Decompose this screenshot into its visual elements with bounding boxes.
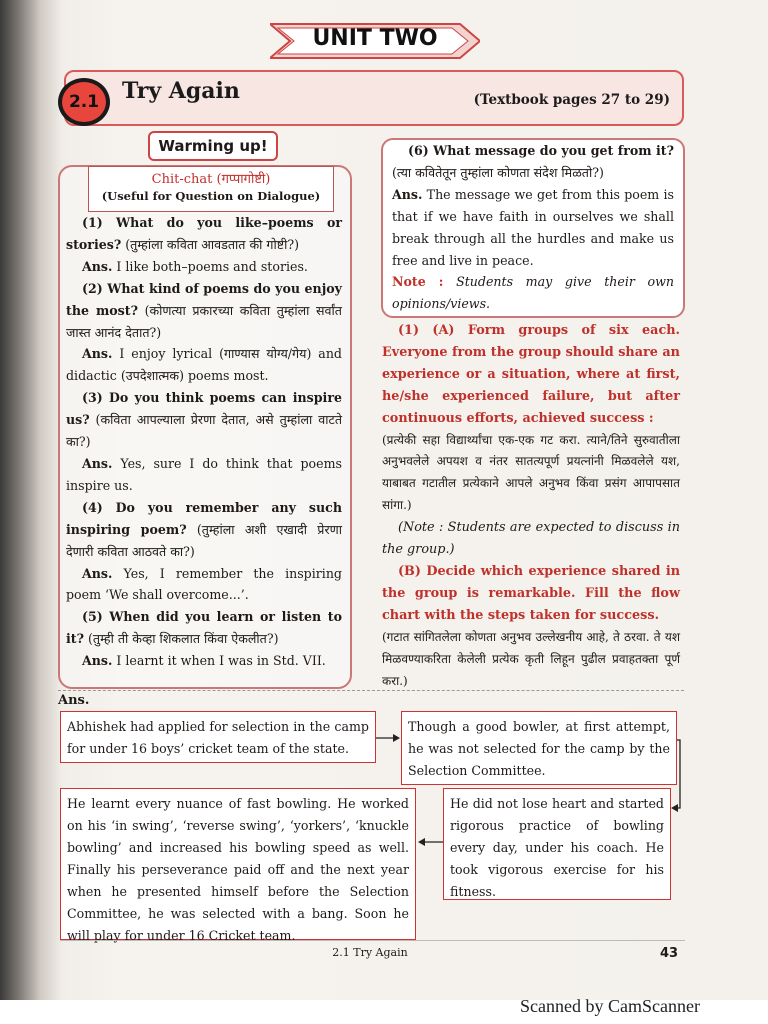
- unit-title: UNIT TWO: [312, 26, 438, 51]
- flow-step-3: He did not lose heart and started rigorous practice of bowling every day, under his coach. He took vigorous exercise for his fitness.: [443, 788, 671, 900]
- flow-step-2: Though a good bowler, at first attempt, he was not selected for the camp by the Selection Committee.: [401, 711, 677, 785]
- question-6-text: (6) What message do you get from it? (त्या कवितेतून तुम्हांला कोणता संदेश मिळतो?) Ans. The message we get from this poem is that if we have faith in ourselves we shall break through all the hurdles and make us free and live in peace. Note : Students may give their own opinions/views.: [392, 143, 674, 312]
- qa-item: (3) Do you think poems can inspire us? (कविता आपल्याला प्रेरणा देतात, असे तुम्हांला वाटते का?): [66, 390, 342, 450]
- scanner-watermark: Scanned by CamScanner: [520, 996, 700, 1016]
- qa-item: (1) What do you like–poems or stories? (तुम्हांला कविता आवडतात की गोष्टी?): [66, 215, 342, 252]
- lesson-number-badge: 2.1: [58, 78, 110, 126]
- qa-answer: Ans. Yes, I remember the inspiring poem ‘We shall overcome...’.: [66, 565, 342, 603]
- task-b-marathi: (गटात सांगितलेला कोणता अनुभव उल्लेखनीय आहे, ते ठरवा. ते यश मिळवण्याकरिता केलेली प्रत्येक कृती लिहून पुढील प्रवाहतक्ता पूर्ण करा.): [382, 629, 680, 688]
- chit-chat-subtitle: (Useful for Question on Dialogue): [101, 189, 321, 203]
- footer-rule: [60, 940, 685, 941]
- note-label: Note :: [392, 274, 444, 290]
- lesson-title: Try Again: [122, 78, 240, 104]
- chit-chat-title: Chit-chat (गप्पागोष्टी): [151, 172, 271, 187]
- flow-answer-label: Ans.: [58, 693, 90, 708]
- textbook-pages: (Textbook pages 27 to 29): [473, 92, 670, 108]
- qa-answer: Ans. I enjoy lyrical (गाण्यास योग्य/गेय) and didactic (उपदेशात्मक) poems most.: [66, 346, 342, 384]
- qa-item: (2) What kind of poems do you enjoy the most? (कोणत्या प्रकारच्या कविता तुम्हांला सर्वांत जास्त आनंद देतात?): [66, 280, 342, 340]
- flow-step-1: Abhishek had applied for selection in the camp for under 16 boys’ cricket team of the state.: [60, 711, 376, 763]
- qa-answer: Ans. I like both–poems and stories.: [82, 258, 308, 274]
- task-b-text: (B) Decide which experience shared in the group is remarkable. Fill the flow chart with the steps taken for success.: [382, 563, 680, 623]
- qa-answer: Ans. I learnt it when I was in Std. VII.: [82, 653, 326, 669]
- footer-lesson: 2.1 Try Again: [332, 946, 408, 959]
- warming-up-heading: Warming up!: [148, 131, 278, 161]
- qa-item: (5) When did you learn or listen to it? (तुम्ही ती केव्हा शिकलात किंवा ऐकलीत?): [66, 609, 342, 647]
- task-a-text: (1) (A) Form groups of six each. Everyone from the group should share an experience or a situation, where at first, he/she experienced failure, but after continuous efforts, achieved success :: [382, 323, 680, 426]
- qa-item: (4) Do you remember any such inspiring poem? (तुम्हांला अशी एखादी प्रेरणा देणारी कविता आठवते का?): [66, 499, 342, 559]
- qa-answer: Ans. Yes, sure I do think that poems inspire us.: [66, 455, 342, 493]
- page-number: 43: [660, 946, 679, 961]
- task-a-marathi: (प्रत्येकी सहा विद्यार्थ्यांचा एक-एक गट करा. त्याने/तिने सुरुवातीला अनुभवलेले अपयश व नंतर सातत्यपूर्ण प्रयत्नांनी मिळवलेले यश, याबाबत गटातील प्रत्येकाने आपले अनुभव किंवा प्रसंग आपापसात सांगा.): [382, 432, 680, 513]
- task-a-note: (Note : Students are expected to discuss in the group.): [382, 520, 680, 558]
- flow-step-4: He learnt every nuance of fast bowling. He worked on his ‘in swing’, ‘reverse swing’, ‘yorkers’, ‘knuckle bowling’ and increased his bowling speed as well. Finally his perseverance paid off and the next year when he presented himself before the Selection Committee, he was selected with a bang. Soon he will play for under 16 Cricket team.: [60, 788, 416, 940]
